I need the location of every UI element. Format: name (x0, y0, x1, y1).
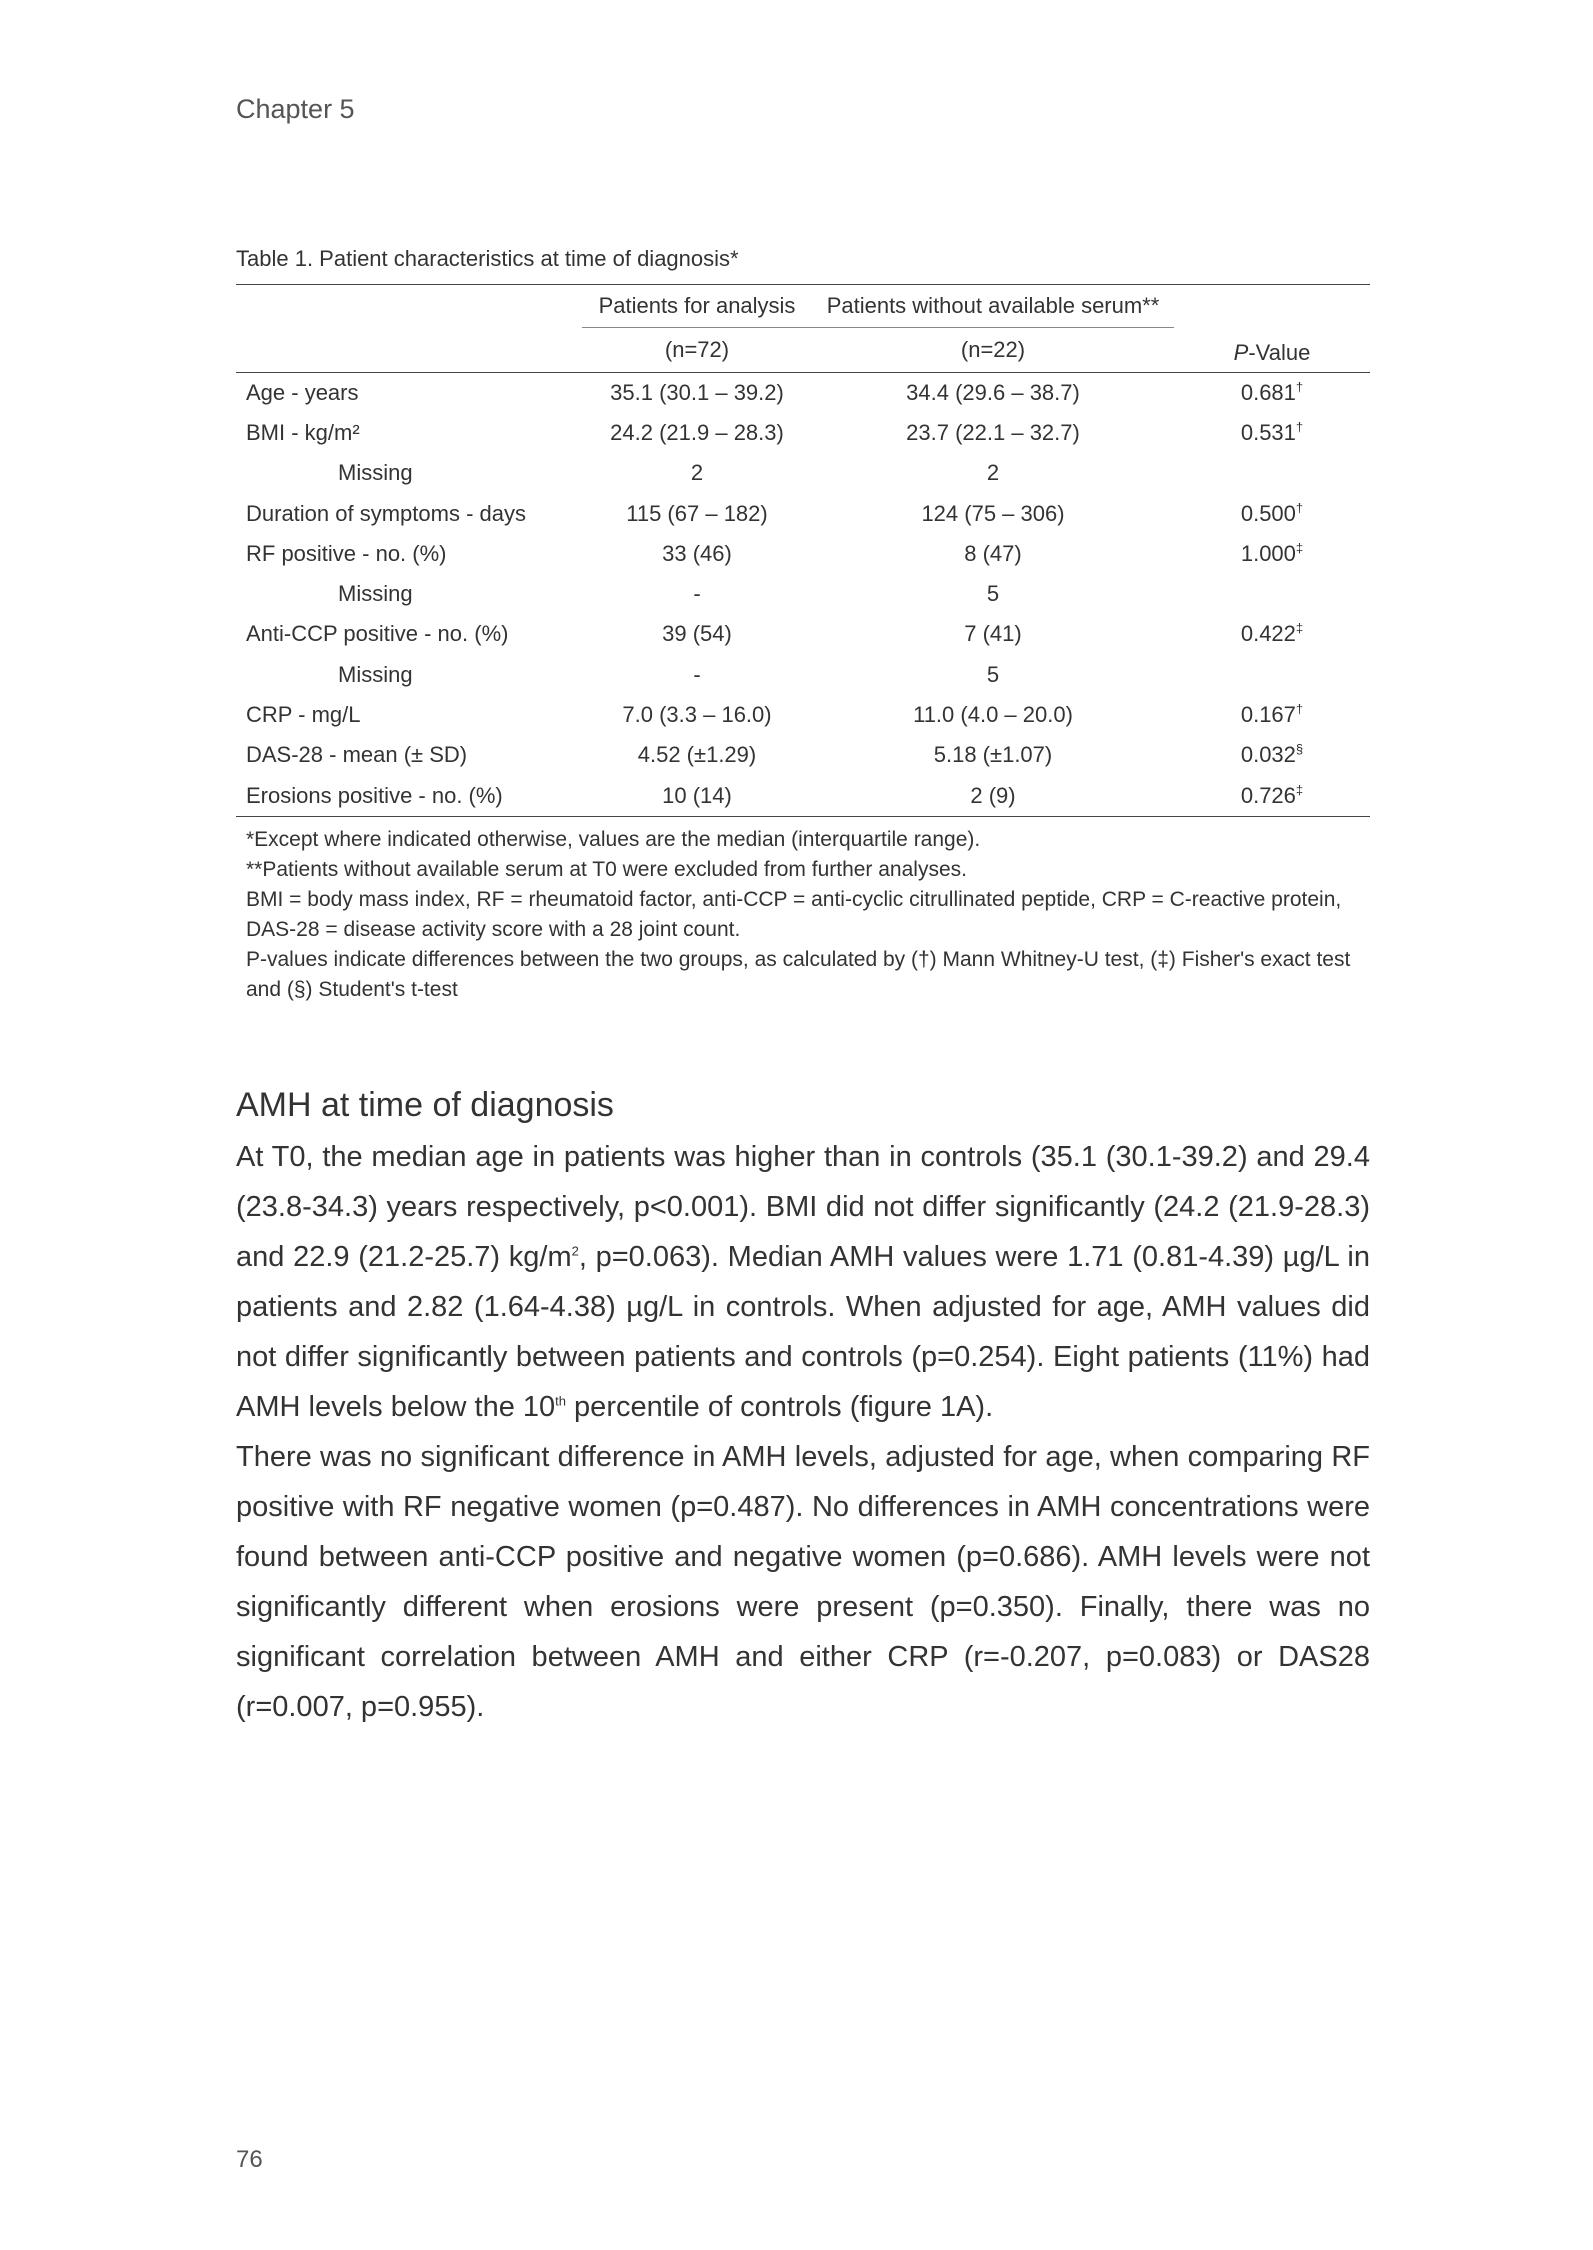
cell-pvalue (1174, 453, 1370, 493)
table-row (236, 735, 1370, 775)
cell-pvalue (1174, 372, 1370, 413)
cell-pvalue (1174, 735, 1370, 775)
cell-no-serum: 5 (986, 661, 1000, 687)
cell-no-serum: 11.0 (4.0 – 20.0) (913, 702, 1073, 728)
cell-no-serum: 23.7 (22.1 – 32.7) (906, 419, 1080, 445)
table-row (236, 453, 1370, 493)
table-row (236, 574, 1370, 614)
cell-no-serum: 2 (9) (970, 782, 1016, 808)
page-number: 76 (236, 2146, 263, 2173)
cell-analysis: 7.0 (3.3 – 16.0) (622, 702, 772, 728)
row-label: Missing (338, 661, 413, 687)
cell-analysis: - (693, 661, 701, 687)
row-label: Anti-CCP positive - no. (%) (246, 621, 509, 647)
table-row (236, 372, 1370, 413)
footnote: **Patients without available serum at T0 were excluded from further analyses. (246, 857, 967, 881)
cell-pvalue (1174, 775, 1370, 816)
table-body (236, 372, 1370, 816)
cell-analysis: 24.2 (21.9 – 28.3) (610, 419, 784, 445)
row-label: RF positive - no. (%) (246, 540, 447, 566)
test-marker: † (1295, 701, 1304, 717)
cell-analysis: 10 (14) (662, 782, 732, 808)
cell-analysis: 39 (54) (662, 621, 732, 647)
test-marker: † (1295, 500, 1304, 516)
test-marker: ‡ (1295, 621, 1304, 637)
pvalue-header (1174, 328, 1370, 373)
paragraph-text: , p=0.063). Median AMH values were 1.71 (0.81-4.39) µg/L in patients and 2.82 (1.64-4.38) µg/L in controls. When adjusted for age, AMH values did not differ significantly between patients and controls (p=0.254). Eight patients (11%) had AMH levels below the 10 (236, 1241, 1370, 1423)
table-block (236, 246, 1370, 1005)
table-row (236, 614, 1370, 654)
cell-no-serum: 34.4 (29.6 – 38.7) (906, 379, 1080, 405)
cell-pvalue (1174, 493, 1370, 533)
pvalue: 0.726 (1240, 782, 1296, 808)
test-marker: ‡ (1295, 540, 1304, 556)
body-text (236, 1132, 1370, 1732)
cell-analysis: 35.1 (30.1 – 39.2) (610, 379, 784, 405)
running-head: Chapter 5 (236, 94, 355, 124)
footnote: *Except where indicated otherwise, values are the median (interquartile range). (246, 827, 981, 851)
table-row (236, 775, 1370, 816)
footnote: BMI = body mass index, RF = rheumatoid factor, anti-CCP = anti-cyclic citrullinated peptide, CRP = C-reactive protein, DAS-28 = disease activity score with a 28 joint count. (246, 887, 1342, 941)
table-row (236, 413, 1370, 453)
cell-no-serum: 5 (986, 581, 1000, 607)
n-analysis: (n=72) (582, 328, 812, 373)
table-row (236, 695, 1370, 735)
cell-pvalue (1174, 614, 1370, 654)
cell-analysis: 115 (67 – 182) (626, 500, 768, 526)
footnote: P-values indicate differences between the two groups, as calculated by (†) Mann Whitney-U test, (‡) Fisher's exact test and (§) Student's t-test (246, 947, 1351, 1001)
cell-no-serum: 7 (41) (964, 621, 1022, 647)
table-row (236, 534, 1370, 574)
section-title: AMH at time of diagnosis (236, 1086, 614, 1124)
pvalue: 0.500 (1240, 500, 1296, 526)
row-label: DAS-28 - mean (± SD) (246, 742, 468, 768)
table-caption: Table 1. Patient characteristics at time of diagnosis* (236, 246, 739, 271)
pvalue: 0.681 (1240, 379, 1296, 405)
cell-pvalue (1174, 695, 1370, 735)
pvalue: 0.032 (1240, 742, 1296, 768)
table-row (236, 493, 1370, 533)
cell-no-serum: 5.18 (±1.07) (933, 742, 1053, 768)
paragraph (236, 1132, 1370, 1432)
cell-no-serum: 8 (47) (964, 540, 1022, 566)
row-label: CRP - mg/L (246, 702, 361, 728)
table-footnotes (236, 825, 1370, 1005)
cell-pvalue (1174, 534, 1370, 574)
test-marker: § (1295, 741, 1304, 757)
test-marker: † (1295, 379, 1304, 395)
patient-characteristics-table (236, 284, 1370, 817)
row-label: BMI - kg/m² (246, 419, 360, 445)
row-label: Missing (338, 460, 413, 486)
n-no-serum: (n=22) (812, 328, 1174, 373)
group-header-analysis: Patients for analysis (582, 285, 812, 328)
paragraph-text: percentile of controls (figure 1A). (566, 1391, 994, 1423)
row-label: Missing (338, 581, 413, 607)
cell-no-serum: 124 (75 – 306) (921, 500, 1065, 526)
pvalue: 1.000 (1240, 540, 1296, 566)
cell-pvalue (1174, 574, 1370, 614)
table-row (236, 655, 1370, 695)
superscript: 2 (571, 1243, 579, 1259)
cell-analysis: 33 (46) (662, 540, 732, 566)
row-label: Duration of symptoms - days (246, 500, 526, 526)
pvalue: 0.422 (1240, 621, 1296, 647)
paragraph-text: At T0, the median age in patients was higher than in controls (35.1 (30.1-39.2) and 29.4 (23.8-34.3) years respectively, p<0.001). BMI did not differ significantly (24.2 (21.9-28.3) and 22.9 (21.2-25.7) kg/m (236, 1141, 1370, 1273)
test-marker: † (1295, 419, 1304, 435)
pvalue: 0.531 (1240, 419, 1296, 445)
group-header-no-serum: Patients without available serum** (812, 285, 1174, 328)
cell-analysis: - (693, 581, 701, 607)
paragraph: There was no significant difference in AMH levels, adjusted for age, when comparing RF positive with RF negative women (p=0.487). No differences in AMH concentrations were found between anti-CCP positive and negative women (p=0.686). AMH levels were not significantly different when erosions were present (p=0.350). Finally, there was no significant correlation between AMH and either CRP (r=-0.207, p=0.083) or DAS28 (r=0.007, p=0.955). (236, 1441, 1370, 1723)
row-label: Erosions positive - no. (%) (246, 782, 503, 808)
cell-pvalue (1174, 655, 1370, 695)
cell-analysis: 2 (690, 460, 704, 486)
pvalue: 0.167 (1240, 702, 1296, 728)
superscript: th (555, 1393, 566, 1409)
pvalue-header-rest: -Value (1248, 339, 1311, 365)
test-marker: ‡ (1295, 782, 1304, 798)
cell-no-serum: 2 (986, 460, 1000, 486)
cell-pvalue (1174, 413, 1370, 453)
cell-analysis: 4.52 (±1.29) (637, 742, 757, 768)
row-label: Age - years (246, 379, 359, 405)
pvalue-header-italic: P (1233, 339, 1249, 365)
